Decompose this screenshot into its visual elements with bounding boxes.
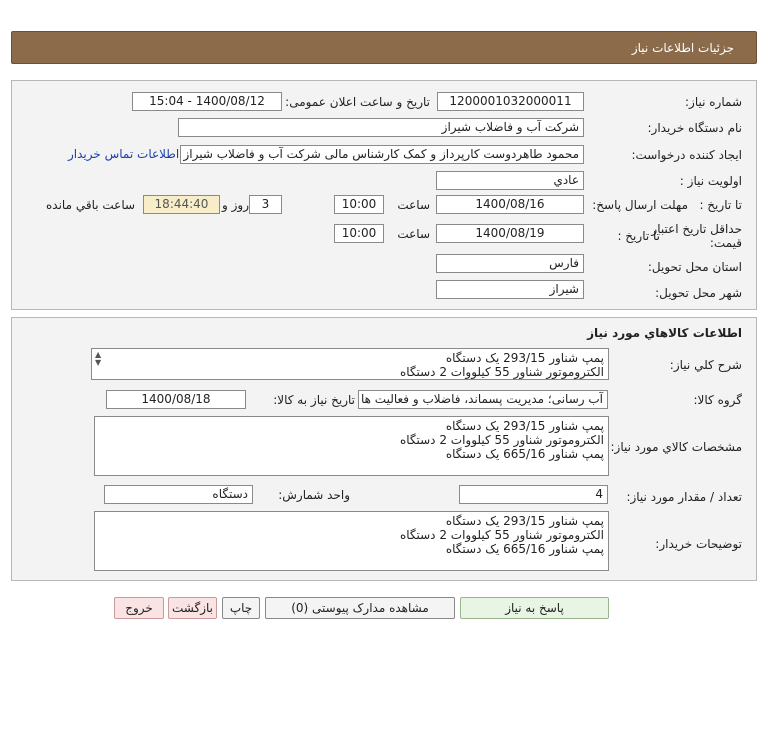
notes-line: پمپ شناور 665/16 یک دستگاه: [445, 542, 604, 556]
buyer-notes-textarea: [94, 511, 609, 571]
priority-label: اولویت نیاز :: [679, 174, 742, 188]
validity-time-label: ساعت: [397, 227, 430, 241]
deadline-to-date-label: تا تاریخ :: [699, 198, 742, 212]
reply-button[interactable]: پاسخ به نیاز: [460, 597, 609, 619]
need-number-field: 1200001032000011: [437, 92, 584, 111]
buyer-notes-label: توضیحات خریدار:: [655, 537, 742, 551]
details-panel: [11, 80, 757, 310]
province-field: فارس: [436, 254, 584, 273]
summary-label: شرح کلي نياز:: [669, 358, 742, 372]
goods-section-title: اطلاعات کالاهاي مورد نياز: [587, 326, 742, 340]
validity-label-2: قیمت:: [709, 236, 742, 250]
summary-line: الکتروموتور شناور 55 کیلووات 2 دستگاه: [399, 365, 604, 379]
page-header: [11, 31, 757, 64]
exit-button[interactable]: خروج: [114, 597, 164, 619]
unit-label: واحد شمارش:: [278, 488, 350, 502]
creator-field: محمود طاهردوست کارپرداز و کمک کارشناس مالی شرکت آب و فاضلاب شیراز: [180, 145, 584, 164]
qty-field: 4: [459, 485, 608, 504]
deadline-label: مهلت ارسال پاسخ:: [592, 198, 688, 212]
specs-line: پمپ شناور 293/15 یک دستگاه: [445, 419, 604, 433]
notes-line: الکتروموتور شناور 55 کیلووات 2 دستگاه: [399, 528, 604, 542]
remaining-label: ساعت باقي مانده: [46, 198, 136, 212]
specs-line: پمپ شناور 665/16 یک دستگاه: [445, 447, 604, 461]
validity-date-field: 1400/08/19: [436, 224, 584, 243]
need-number-label: شماره نیاز:: [685, 95, 742, 109]
contact-buyer-link[interactable]: اطلاعات تماس خریدار: [68, 147, 180, 161]
buyer-org-label: نام دستگاه خریدار:: [647, 121, 742, 135]
specs-textarea: [94, 416, 609, 476]
province-label: استان محل تحویل:: [647, 260, 742, 274]
specs-line: الکتروموتور شناور 55 کیلووات 2 دستگاه: [399, 433, 604, 447]
deadline-time-field: 10:00: [334, 195, 384, 214]
need-date-label: تاریخ نیاز به کالا:: [273, 393, 355, 407]
group-field: آب رسانی؛ مدیریت پسماند، فاضلاب و فعالیت ها: [358, 390, 608, 409]
print-button[interactable]: چاپ: [222, 597, 260, 619]
announce-label: تاریخ و ساعت اعلان عمومی:: [285, 95, 430, 109]
unit-field: دستگاه: [104, 485, 253, 504]
qty-label: تعداد / مقدار مورد نیاز:: [626, 490, 742, 504]
deadline-time-label: ساعت: [397, 198, 430, 212]
validity-to-date-label: تا تاریخ :: [617, 229, 660, 243]
need-date-field: 1400/08/18: [106, 390, 246, 409]
city-field: شیراز: [436, 280, 584, 299]
back-button[interactable]: بازگشت: [168, 597, 217, 619]
deadline-date-field: 1400/08/16: [436, 195, 584, 214]
buyer-org-field: شرکت آب و فاضلاب شیراز: [178, 118, 584, 137]
remaining-time-field: 18:44:40: [143, 195, 220, 214]
validity-label-1: حداقل تاریخ اعتبار: [651, 222, 742, 236]
days-field: 3: [249, 195, 282, 214]
city-label: شهر محل تحویل:: [655, 286, 742, 300]
summary-line: پمپ شناور 293/15 یک دستگاه: [445, 351, 604, 365]
notes-line: پمپ شناور 293/15 یک دستگاه: [445, 514, 604, 528]
validity-time-field: 10:00: [334, 224, 384, 243]
days-label: روز و: [222, 198, 249, 212]
summary-textarea: [91, 348, 609, 380]
group-label: گروه کالا:: [693, 393, 742, 407]
announce-field: 1400/08/12 - 15:04: [132, 92, 282, 111]
page-title: جزئیات اطلاعات نیاز: [631, 41, 734, 55]
scroll-arrows-icon[interactable]: ▲ ▼: [95, 350, 102, 367]
specs-label: مشخصات کالاي مورد نياز:: [610, 440, 742, 454]
priority-field: عادي: [436, 171, 584, 190]
attachments-button[interactable]: مشاهده مدارک پیوستی (0): [265, 597, 455, 619]
creator-label: ایجاد کننده درخواست:: [631, 148, 742, 162]
